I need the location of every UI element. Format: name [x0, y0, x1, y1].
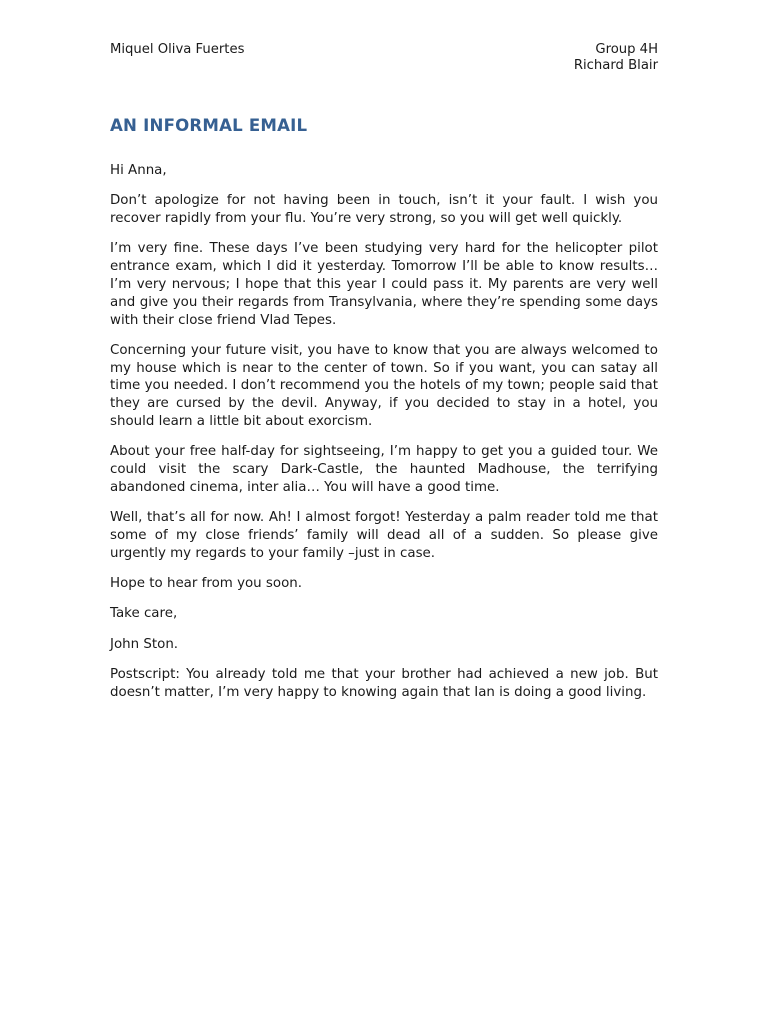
group-label: Group 4H — [595, 42, 658, 57]
signature-name: John Ston. — [110, 636, 179, 652]
paragraph-sightseeing: About your free half-day for sightseeing, I’m happy to get you a guided tour. We could visit the scary Dark-Castle, the haunted Madhouse, the terrifying abandoned cinema, inter alia… You will have a good time. — [110, 444, 658, 495]
paragraph-news: I’m very fine. These days I’ve been studying very hard for the helicopter pilot entrance exam, which I did it yesterday. Tomorrow I’ll be able to know results… I’m very nervous; I hope that this year I could pass it. My parents are very well and give you their regards from Transylvania, where they’re spending some days with their close friend Vlad Tepes. — [110, 241, 658, 328]
greeting: Hi Anna, — [110, 163, 167, 178]
closing-line: Hope to hear from you soon. — [110, 576, 303, 592]
document-header — [110, 42, 658, 74]
paragraph-apology: Don’t apologize for not having been in touch, isn’t it your fault. I wish you recover rapidly from your flu. You’re very strong, so you will get well quickly. — [110, 193, 658, 227]
postscript: Postscript: You already told me that your brother had achieved a new job. But doesn’t matter, I’m very happy to knowing again that Ian is doing a good living. — [110, 667, 658, 700]
teacher-name: Richard Blair — [573, 58, 658, 73]
document-page — [110, 42, 658, 714]
email-body — [110, 162, 658, 702]
document-title: AN INFORMAL EMAIL — [110, 116, 308, 135]
header-right-block — [574, 42, 658, 74]
paragraph-closing: Well, that’s all for now. Ah! I almost forgot! Yesterday a palm reader told me that some of my close friends’ family will dead all of a sudden. So please give urgently my regards to your family –just in case. — [110, 510, 658, 561]
paragraph-visit: Concerning your future visit, you have to know that you are always welcomed to my house which is near to the center of town. So if you want, you can satay all time you needed. I don’t recommend you the hotels of my town; people said that they are cursed by the devil. Anyway, if you decided to stay in a hotel, you should learn a little bit about exorcism. — [110, 342, 658, 430]
sign-off: Take care, — [110, 606, 178, 622]
author-name: Miquel Oliva Fuertes — [110, 42, 245, 57]
